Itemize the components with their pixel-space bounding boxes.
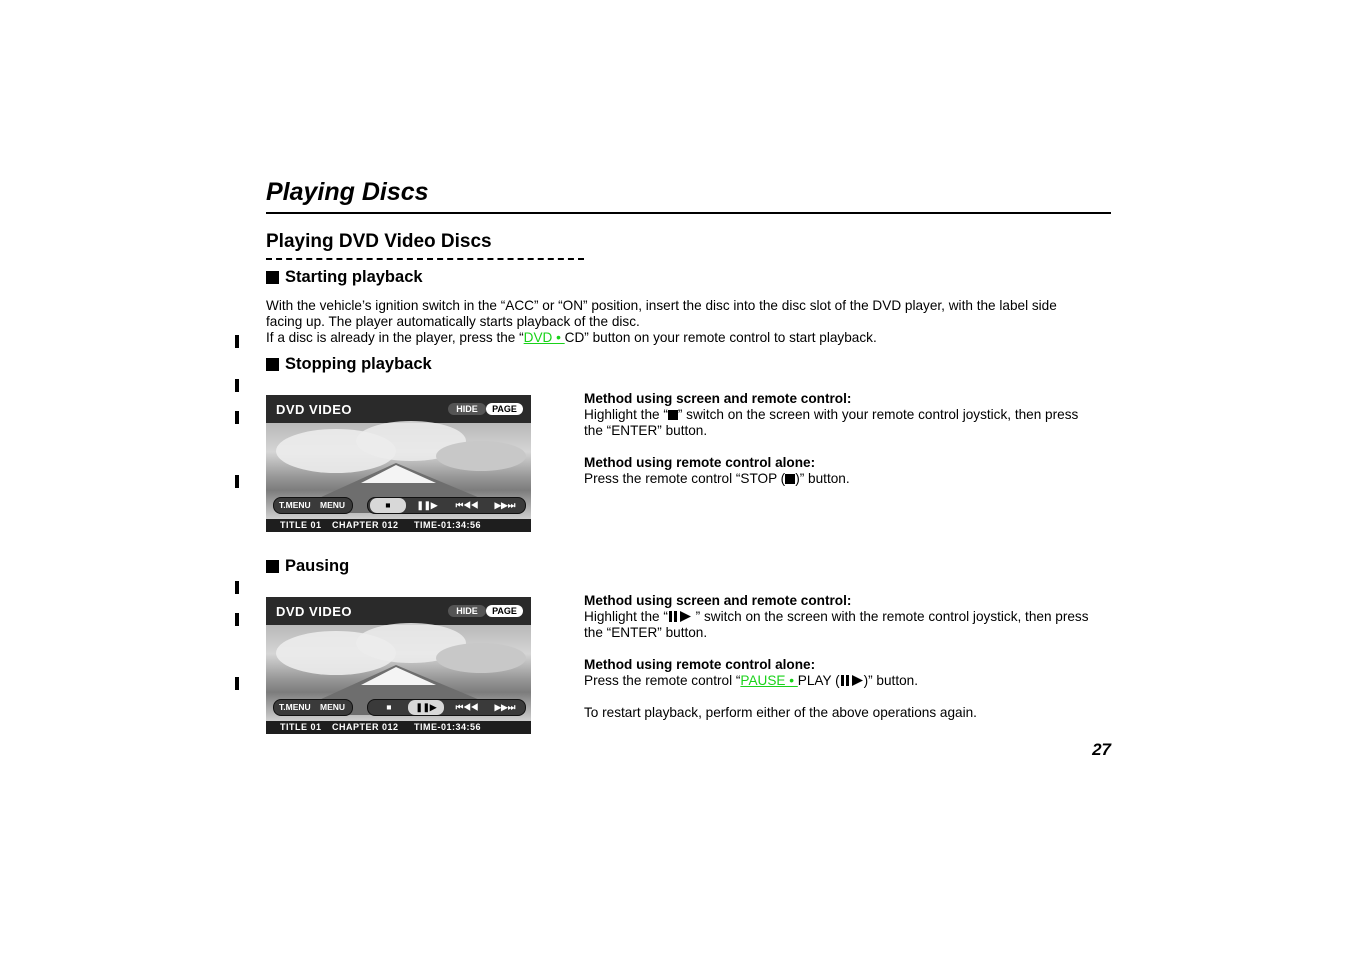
- screen-title: DVD VIDEO: [276, 604, 353, 619]
- heading-pausing: [266, 557, 349, 576]
- pause-play-switch: ❚❚▶: [416, 500, 438, 510]
- starting-paragraph: [266, 298, 1116, 346]
- title-rule: [266, 212, 1111, 214]
- pausing-methods: Method using screen and remote control: Highlight the “ ” switch on the screen with the remote control joystick, then press the “ENTER” button. Method using remote control alone: Press the remote control “PAUSE • PLAY ( )” button. To restart playback, perform either of the above operations again.: [584, 593, 1114, 721]
- pause-play-switch-highlighted: ❚❚▶: [408, 700, 444, 715]
- change-bar: [235, 613, 239, 626]
- change-bar: [235, 411, 239, 424]
- hide-button: HIDE: [448, 403, 486, 415]
- square-bullet-icon: [266, 271, 279, 284]
- heading-label: Starting playback: [285, 268, 423, 286]
- heading-starting-playback: [266, 268, 423, 287]
- starting-line-1: With the vehicle’s ignition switch in the “ACC” or “ON” position, insert the disc into the disc slot of the DVD player, with the label side: [266, 298, 1057, 313]
- section-title: Playing DVD Video Discs: [266, 231, 492, 252]
- change-bar: [235, 475, 239, 488]
- starting-line-3: If a disc is already in the player, press the “DVD • CD” button on your remote control to start playback.: [266, 330, 877, 345]
- stop-switch: ■: [386, 702, 392, 712]
- prev-rewind-switch: ⏮◀◀: [455, 702, 479, 712]
- square-bullet-icon: [266, 358, 279, 371]
- heading-label: Pausing: [285, 557, 350, 575]
- restart-note: To restart playback, perform either of the above operations again.: [584, 705, 977, 720]
- ff-next-switch: ▶▶⏭: [494, 500, 516, 510]
- playback-control: [367, 699, 526, 716]
- menu-control: T.MENU MENU: [273, 497, 353, 514]
- change-bar: [235, 677, 239, 690]
- dvd-screen-illustration-stop: [266, 395, 531, 532]
- menu-control: T.MENU MENU: [273, 699, 353, 716]
- method-remote-title: Method using remote control alone:: [584, 657, 816, 672]
- stopping-methods: Method using screen and remote control: Highlight the “ ” switch on the screen with your remote control joystick, then press the “ENTER” button. Method using remote control alone: Press the remote control “STOP ( )” button.: [584, 391, 1114, 487]
- page-title: Playing Discs: [266, 178, 429, 206]
- ff-next-switch: ▶▶⏭: [494, 702, 516, 712]
- status-bar: TITLE 01 CHAPTER 012 TIME-01:34:56: [266, 519, 531, 532]
- prev-rewind-switch: ⏮◀◀: [455, 500, 479, 510]
- playback-control: [367, 497, 526, 514]
- status-bar: TITLE 01 CHAPTER 012 TIME-01:34:56: [266, 721, 531, 734]
- pause-play-icon: [840, 674, 864, 687]
- starting-line-2: facing up. The player automatically starts playback of the disc.: [266, 314, 640, 329]
- stop-switch-highlighted: ■: [370, 498, 406, 513]
- method-remote-title: Method using remote control alone:: [584, 455, 816, 470]
- method-screen-title: Method using screen and remote control:: [584, 593, 852, 608]
- stop-icon: [668, 410, 678, 420]
- change-bar: [235, 581, 239, 594]
- pause-play-icon: [668, 610, 692, 623]
- section-dashed-rule: [266, 258, 584, 260]
- hide-button: HIDE: [448, 605, 486, 617]
- page-number: 27: [1092, 740, 1111, 759]
- stop-icon: [785, 474, 795, 484]
- method-screen-title: Method using screen and remote control:: [584, 391, 852, 406]
- screen-header: [266, 597, 531, 625]
- dvd-cd-link[interactable]: DVD •: [523, 330, 565, 345]
- screen-header: [266, 395, 531, 423]
- dvd-screen-illustration-pause: [266, 597, 531, 734]
- screen-title: DVD VIDEO: [276, 402, 353, 417]
- page-button: PAGE: [486, 605, 523, 617]
- change-bar: [235, 335, 239, 348]
- pause-play-link[interactable]: PAUSE •: [740, 673, 798, 688]
- heading-label: Stopping playback: [285, 355, 432, 373]
- heading-stopping-playback: [266, 355, 432, 374]
- page-button: PAGE: [486, 403, 523, 415]
- square-bullet-icon: [266, 560, 279, 573]
- change-bar: [235, 379, 239, 392]
